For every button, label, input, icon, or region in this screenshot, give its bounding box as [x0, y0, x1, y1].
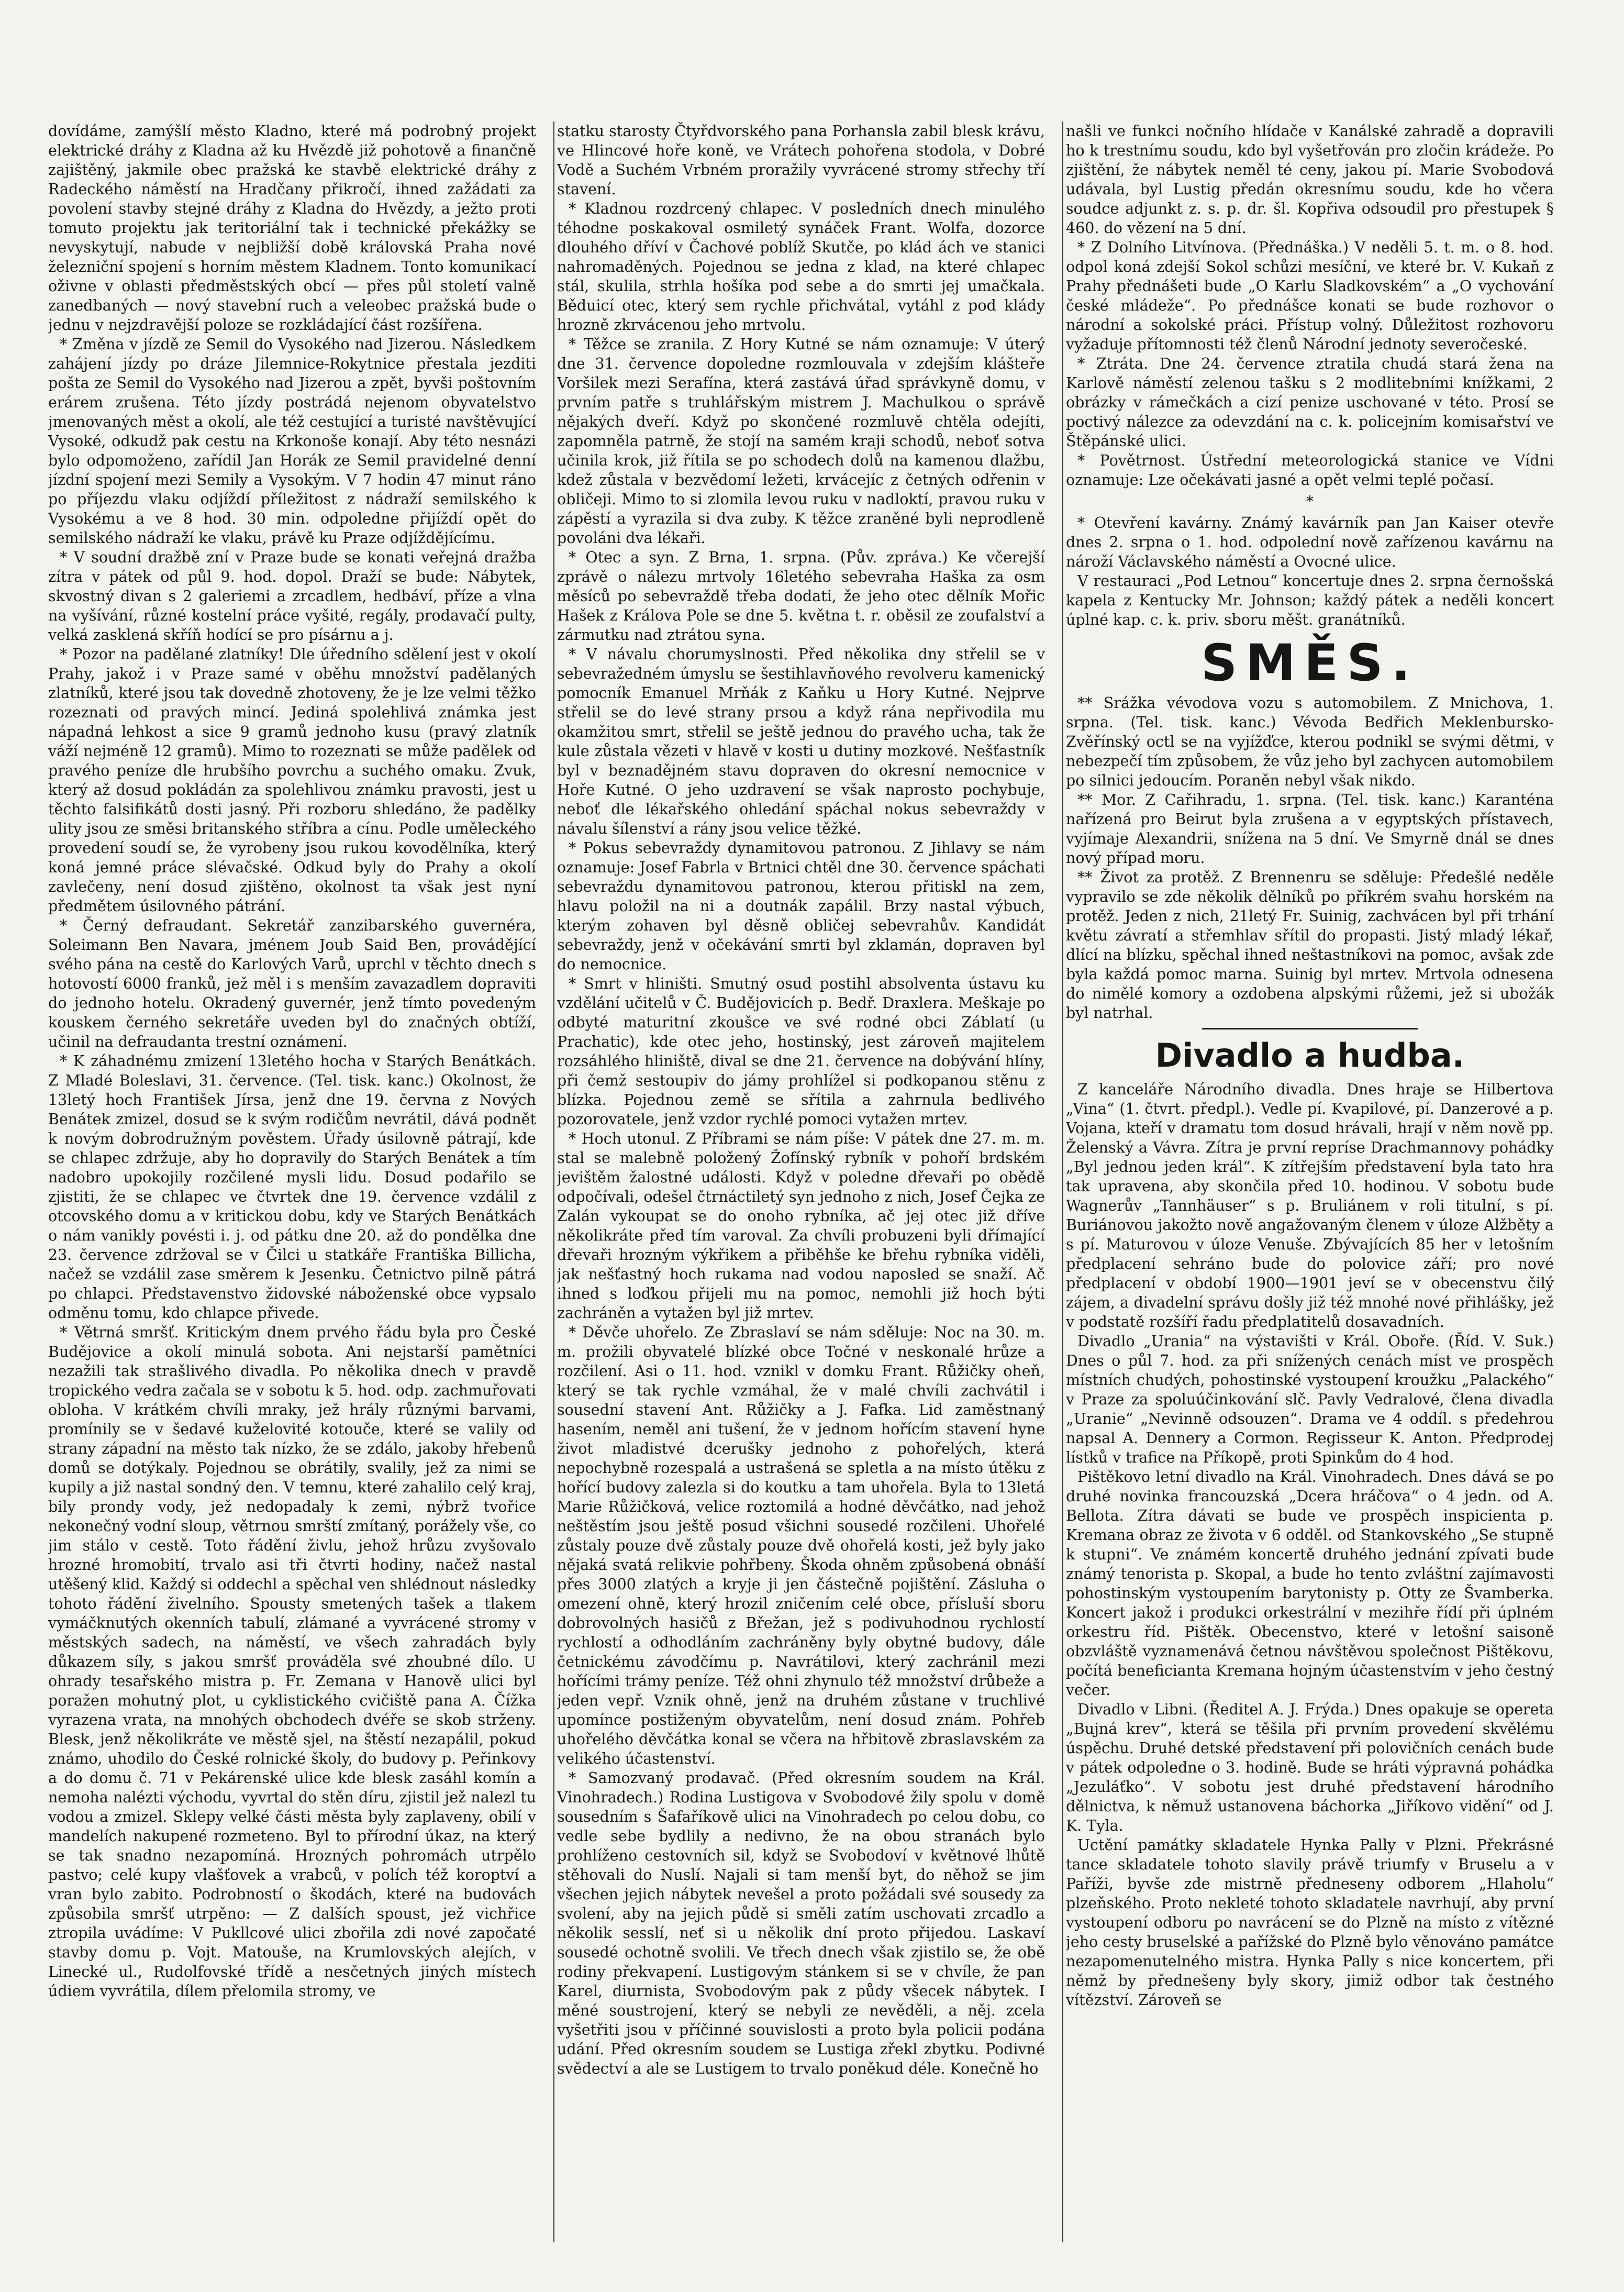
article-counterfeit-coins: * Pozor na padělané zlatníky! Dle úředního sdělení jest v okolí Prahy, jakož i v Praze samé v oběhu množství padělaných zlatníků, které jsou tak dovedně zhotoveny, že je lze velmi těžko rozeznati od pravých mincí. Jediná spolehlivá známka jest nápadná lehkost a sice 9 gramů jednoho kusu (pravý zlatník váží nejméně 12 gramů). Mimo to rozeznati se může padělek od pravého peníze dle hrubšího povrchu a suchého omaku. Zvuk, který až dosud pokládán za spolehlivou známku pravosti, jest u těchto falsifikátů dosti jasný. Při rozboru shledáno, že padělky ulity jsou ze směsi britanského stříbra a cínu. Podle uměleckého provedení soudí se, že vyrobeny jsou rukou kovodělníka, který koná jemné práce slévačské. Odkud byly do Prahy a okolí zavlečeny, není dosud zjištěno, okolnost ta však jest nyní předmětem úsilovného pátrání. — [48, 646, 536, 915]
article-boy-drowned: * Hoch utonul. Z Příbrami se nám píše: V pátek dne 27. m. m. stal se malebně položený Žofínský rybník v pohoří brdském jevištěm žalostné události. Když v poledne dřevaři po obědě odpočívali, odešel čtrnáctiletý syn jednoho z nich, Josef Čejka ze Zalán vykoupat se do onoho rybníka, ač jej otec již dříve několikráte před tím varoval. Za chvíli probuzeni byli dřímající dřevaři hrozným výkřikem a přiběhše ke břehu rybníka viděli, jak nešťastný hoch rukama nad vodou naposled se snaží. Ač ihned s loďkou přijeli mu na pomoc, nemohli již hoch býti zachráněn a vytažen byl již mrtev. — [557, 1130, 1045, 1322]
section-divider: * — [1306, 493, 1314, 510]
article-weather: * Povětrnost. Ústřední meteorologická stanice ve Vídni oznamuje: Lze očekávati jasné a opět velmi teplé počasí. — [1066, 452, 1554, 489]
article-severe-injury: * Těžce se zranila. Z Hory Kutné se nám oznamuje: V úterý dne 31. července dopoledne rozmlouvala v zdejším klášteře Voršilek mezi Serafína, která zastává úřad správkyně domu, v prvním patře s truhlářským mistrem J. Machulkou o správě nějakých dveří. Když po skončené rozmluvě chtěla odejíti, zapomněla patrně, že stojí na samém kraji schodů, neboť sotva učinila krok, již řítila se po schodech dolů na kamenou dlažbu, kdež zůstala v bezvědomí ležeti, krvácejíc z četných odřenin v obličeji. Mimo to si zlomila levou ruku v nadloktí, pravou ruku v zápěstí a vyrazila si dva zuby. K těžce zraněné byli neprodleně povoláni dva lékaři. — [557, 336, 1045, 547]
section-rule — [1202, 1028, 1418, 1029]
article-storm-continued: statku starosty Čtyřdvorského pana Porhansla zabil blesk krávu, ve Hlincové hoře koně, ve Vrátech pohořena stodola, v Dobré Vodě a Suchém Vrbném proražily vyvrácené stromy střechy tří stavení. — [557, 123, 1045, 198]
article-restaurant-letna: V restauraci „Pod Letnou“ koncertuje dnes 2. srpna černošská kapela z Kentucky Mr. Johnson; každý pátek a neděli koncert úplné kap. c. k. priv. sboru měšt. granátníků. — [1066, 572, 1554, 628]
article-insanity: * V návalu chorumyslnosti. Před několika dny střelil se v sebevražedném úmyslu se šestihlavňového revolveru kamenický pomocník Emanuel Mrňák z Kaňku u Hory Kutné. Nejprve střelil se do levé strany prsou a když rána nepřivodila mu okamžitou smrt, střelil se ještě jednou do pravého ucha, tak že kule zůstala vězeti v hlavě v kosti u dutiny mozkové. Nešťastník byl v beznadějném stavu dopraven do okresní nemocnice v Hoře Kutné. O jeho uzdravení se však naprosto pochybuje, neboť dle lékařského ohledání spáchal nokus sebevraždy v návalu šílenství a rány jsou velice těžké. — [557, 646, 1045, 837]
article-auction-prague: * V soudní dražbě zní v Praze bude se konati veřejná dražba zítra v pátek od půl 9. hod. dopol. Draží se bude: Nábytek, skvostný divan s 2 galeriemi a zrcadlem, hedbáví, příze a vlna na vyšívání, různé kostelní práce vyšité, regály, prodavačí pulty, velká zasklená skříň hodící se pro písárnu a j. — [48, 549, 536, 644]
article-black-embezzler: * Černý defraudant. Sekretář zanzibarského guvernéra, Soleimann Ben Navara, jménem Joub Said Ben, provádějící svého pána na cestě do Karlových Varů, uprchl v těchto dnech s hotovostí 6000 franků, jež měl i s menším zavazadlem dopraviti do jednoho hotelu. Okradený guvernér, jenž tímto povedeným kouskem černého sekretáře uveden byl do značných obtíží, učinil na defraudanta trestní oznámení. — [48, 917, 536, 1050]
article-hynek-palla: Uctění památky skladatele Hynka Pally v Plzni. Překrásné tance skladatele tohoto slavily právě triumfy v Bruselu a v Paříži, byvše zde mistrně předneseny odborem „Hlaholu“ plzeňského. Proto nekleté tohoto skladatele navrhují, aby první vystoupení odboru po navrácení se do Plzně na místo z vítězné jeho cesty bruselské a pařížské do Plzně bylo věnováno památce nezapomenutelného mistra. Hynka Pally s nice koncertem, při němž by přednešeny byly skory, jimiž odbor tak čestného vítězství. Zároveň se — [1066, 1836, 1554, 2009]
article-self-styled-seller: * Samozvaný prodavač. (Před okresním soudem na Král. Vinohradech.) Rodina Lustigova v Svobodové žily spolu v domě sousedním s Šafaříkově ulici na Vinohradech po celou dobu, co vedle sebe bydlily a nedivno, že na obou stranách bylo prohlíženo cestovních sil, když se Svobodoví v květnové lhůtě stěhovali do Nuslí. Najali si tam menší byt, do něhož se jim všechen jejich nábytek nevešel a proto požádali své sousedy za svolení, aby na jejich půdě si směli zatím uschovati zrcadlo a několik sesslí, neť si u několik dní proto přijedou. Laskaví sousedé ochotně svolili. Ve třech dnech však zjistilo se, že obě rodiny překvapení. Lustigovým stánkem si se v chvíle, že pan Karel, diurnista, Svobodovým pak z půdy všecek nábytek. I měné soustrojení, který se nebyli ze nevěděli, a něj. zcela vyšetřiti jsou v příčinné souvislosti a proto byla policii podána udání. Před okresním soudem se Lustiga zřekl zbytku. Podivné svědectví a ale se Lustigem to trvalo poněkud déle. Konečně ho — [557, 1769, 1045, 2077]
article-clay-pit-death: * Smrt v hliništi. Smutný osud postihl absolventa ústavu ku vzdělání učitelů v Č. Budějovicích p. Bedř. Draxlera. Meškaje po odbyté maturitní zkoušce ve své rodné obci Záblatí (u Prachatic), kde otec jeho, hostinský, jest zároveň majitelem rozsáhlého hliniště, dival se dne 21. července na dobývání hlíny, při čemž sestoupiv do jámy prohlížel si podkopanou stěnu z blízka. Pojednou země se sřítila a zahrnula bedlivého pozorovatele, jenž vzdor rychlé pomoci vytažen mrtev. — [557, 975, 1045, 1128]
article-father-and-son: * Otec a syn. Z Brna, 1. srpna. (Pův. zpráva.) Ke včerejší zprávě o nálezu mrtvoly 16letého sebevraha Haška za osm měsíců po sebevraždě třeba dodati, že jeho otec dělník Mořic Hašek z Králova Pole se dne 5. května t. r. oběsil ze zoufalství a zármutku nad ztrátou syna. — [557, 549, 1045, 644]
article-cafe-opening: * Otevření kavárny. Známý kavárník pan Jan Kaiser otevře dnes 2. srpna o 1. hod. odpolední nově zařízenou kavárnu na nároží Václavského náměstí a Ovocné ulice. — [1066, 514, 1554, 570]
column-3 — [1066, 121, 1554, 2242]
text-columns — [48, 121, 1556, 2242]
article-plague: ** Mor. Z Cařihradu, 1. srpna. (Tel. tisk. kanc.) Karanténa nařízená pro Beirut byla zrušena a v egyptských přístavech, vyjímaje Alexandrii, snížena na 5 dní. Ve Smyrně dnál se dnes nový případ moru. — [1066, 791, 1554, 867]
article-lost-bag: * Ztráta. Dne 24. července ztratila chudá stará žena na Karlově náměstí zelenou tašku s 2 modlitebními knížkami, 2 obrázky v rámečkách a cizí penize uschované v této. Prosí se poctivý nálezce za odevzdání na c. k. policejním komisařství ve Štěpánské ulici. — [1066, 355, 1554, 450]
column-2 — [557, 121, 1045, 2242]
article-duke-car-accident: ** Srážka vévodova vozu s automobilem. Z Mnichova, 1. srpna. (Tel. tisk. kanc.) Vévoda Bedřich Meklenbursko-Zvěřínský octl se na vyjížďce, kterou podnikl se svými dětmi, v nebezpečí tím způsobem, že vůz jeho byl zachycen automobilem po silnici jedoucím. Poraněn nebyl však nikdo. — [1066, 694, 1554, 789]
article-pistek-theatre: Pištěkovo letní divadlo na Král. Vinohradech. Dnes dává se po druhé novinka francouzská „Dcera hráčova“ o 4 jedn. od A. Bellota. Zítra dávati se bude ve prospěch inspicienta p. Kremana obraz ze života v 6 odděl. od Stankovského „Se stupně k stupni“. Ve známém koncertě druhého jednání zpívati bude známý tenorista p. Skopal, a bude ho tento zvláštní zajímavosti pohostinským vystoupením barytonisty p. Otty ze Švamberka. Koncert jakož i produkci orkestrální v mezihře řídí při úplném orkestru říd. Pištěk. Obecenstvo, které v letošní saisoně obzvláště vyznamenává četnou návštěvou společnost Pištěkovu, počítá beneficianta Kremana hojným účastenstvím v jeho čestný večer. — [1066, 1468, 1554, 1699]
article-kladno-railway: dovídáme, zamýšlí město Kladno, které má podrobný projekt elektrické dráhy z Kladna až ku Hvězdě již pohotově a finančně zajištěný, jakmile obec pražská ke stavbě elektrické dráhy z Radeckého náměstí na Hradčany přikročí, ihned zažádati za povolení stavby stejné dráhy z Kladna do Hvězdy, a ježto proti tomuto projektu jak teritoriální tak i technické překážky se nevyskytují, nabude v nejbližší době královská Praha nové železniční spojení s horním městem Kladnem. Tonto komunikací oživne v oblasti předměstských obcí — přes půl století valně zanedbaných — nový stavební ruch a veleobec pražská bude o jednu v nejzdravější poloze se rozkládající část rozšířena. — [48, 123, 536, 334]
article-liben-theatre: Divadlo v Libni. (Ředitel A. J. Frýda.) Dnes opakuje se opereta „Bujná krev“, která se těšila při prvním provedení skvělému úspěchu. Druhé detské představení při polovičních cenách bude v pátek odpoledne o 3. hodině. Bude se hráti výpravná pohádka „Jezuláťko“. V sobotu jest druhé představení hárodního dělnictva, k němuž ustanovena báchorka „Jiříkovo vidění“ od J. K. Tyla. — [1066, 1701, 1554, 1834]
column-1 — [48, 121, 536, 2242]
article-seller-continued: našli ve funkci nočního hlídače v Kanálské zahradě a dopravili ho k trestnímu soudu, kdo byl vyšetřován pro zločin krádeže. Po zjištění, že nábytek neměl té ceny, jakou pí. Marie Svobodová udávala, byl Lustig předán okresnímu soudu, kde ho včera soudce adjunkt z. s. p. dr. šl. Kopřiva odsoudil pro přestupek § 460. do vězení na 5 dní. — [1066, 123, 1554, 237]
article-semily-vysoke: * Změna v jízdě ze Semil do Vysokého nad Jizerou. Následkem zahájení jízdy po dráze Jilemnice-Rokytnice přestala jezditi pošta ze Semil do Vysokého nad Jizerou a zpět, byvši poštovním erárem zrušena. Této jízdy postrádá nejenom obyvatelstvo jmenovaných měst a okolí, ale též cestující a turisté navštěvující Vysoké, odkudž pak cestu na Krkonoše konají. Aby této nesnázi bylo odpomoženo, zařídil Jan Horák ze Semil pravidelné denní jízdní spojení mezi Semily a Vysokým. V 7 hodin 47 minut ráno po příjezdu vlaku odjíždí příležitost z nádraží semilského k Vysokému a ve 8 hod. 30 min. odpoledne přijíždí opět do semilského nádraží ke vlaku, právě ku Praze odjíždějícímu. — [48, 336, 536, 547]
article-windstorm: * Větrná smršť. Kritickým dnem prvého řádu byla pro České Budějovice a okolí minulá sobota. Ani nejstarší pamětníci nezažili tak strašlivého divadla. Po několika dnech v pravdě tropického vedra začala se v sobotu k 5. hod. odp. zachmuřovati obloha. V krátkém chvíli mraky, jež hrály různými barvami, promínily se v šedavé kuželovité kotouče, které se valily od strany západní na město tak nízko, že se zdálo, jakoby hřebenů domů se dotýkaly. Pojednou se obrátily, svalily, jež za nimi se kupily a již nastal sondný den. V temnu, které zahalilo celý kraj, bily prondy vody, jež nedopadaly k zemi, nýbrž tvořice nekonečný vodní sloup, větrnou smrští zmítaný, porážely vše, co jim stálo v cestě. Toto řádění živlu, jehož hrůzu zvyšovalo hrozné hromobití, trvalo asi tři čtvrti hodiny, načež nastal utěšený klid. Každý si oddechl a spěchal ven shlédnout následky tohoto řádění živelního. Spousty smetených tašek a tlakem vymáčknutých okenních tabulí, zlámané a vyvrácené stromy v městských sadech, na náměstí, ve všech zahradách byly důkazem síly, s jakou smršť prováděla své zhoubné dílo. U ohrady tesařského mistra p. Fr. Zemana v Hanově ulici byl poražen mohutný plot, u cyklistického cvičiště pana A. Čížka vyrazena vrata, na mnohých obchodech dvéře se skob strženy. Blesk, jenž několikráte ve městě sjel, na štěstí nezapálil, pokud známo, uhodilo do České rolnické školy, do budovy p. Peřinkovy a do domu č. 71 v Pekárenské ulice kde blesk zasáhl komín a nemoha nalézti východu, vyvrtal do stěn díru, zjistil jež nalezl tu vodou a zmizel. Sklepy velké části města byly zaplaveny, obilí v mandelích nakupené rozmeteno. Byl to přírodní úkaz, na který se tak snadno nezapomíná. Hrozných pohromách utrpělo pastvo; celé kupy vlašťovek a vrabců, v polích též koroptví a vran bylo zabito. Podrobností o škodách, které na budovách způsobila smršť utrpěno: — Z dalších spoust, jež vichřice ztropila uvádíme: V Pukllcové ulici zbořila zdi nové započaté stavby domu p. Vojt. Matouše, na Krumlovských alejích, v Linecké ul., Rudolfovské třídě a nesčetných jiných místech údiem vyvrátila, dílem přelomila stromy, ve — [48, 1324, 536, 2000]
article-urania-theatre: Divadlo „Urania“ na výstavišti v Král. Oboře. (Říd. V. Suk.) Dnes o půl 7. hod. za při snížených cenách míst ve prospěch místních chudých, pohostinské vystoupení kroužku „Palackého“ v Praze za spoluúčinkování slč. Pavly Vedralové, člena divadla „Uranie“ „Nevinně odsouzen“. Drama ve 4 oddíl. s předehrou napsal A. Dennery a Cormon. Regisseur K. Anton. Předprodej lístků v trafice na Příkopě, proti Spinkům do 4 hod. — [1066, 1333, 1554, 1466]
section-heading-theatre: Divadlo a hudba. — [1155, 1036, 1465, 1075]
article-national-theatre: Z kanceláře Národního divadla. Dnes hraje se Hilbertova „Vina“ (1. čtvrt. předpl.). Vedle pí. Kvapilové, pí. Danzerové a p. Vojana, kteří v dramatu tom dosud hrávali, hrají v něm nově pp. Želenský a Vávra. Zítra je první repríse Drachmannovy pohádky „Byl jednou jeden král“. K zítřejším představení byla tato hra tak upravena, aby skončila před 10. hodinou. V sobotu bude Wagnerův „Tannhäuser“ s p. Bruliánem v roli titulní, s pí. Buriánovou jakožto nově angažovaným členem v úloze Alžběty a s pí. Maturovou v úloze Venuše. Zbývajících 85 her v letošním předplacení sehráno bude do polovice září; pro nové předplacení v období 1900—1901 jeví se v obecenstvu čilý zájem, a divadelní správu došly již též mnohé nové přihlášky, jež v podstatě rozšíří řadu předplatitelů dosavadních. — [1066, 1081, 1554, 1331]
article-edelweiss: ** Život za protěž. Z Brennenru se sděluje: Předešlé neděle vypravilo se zde několik dělníků po příkrém svahu horském na protěž. Jeden z nich, 21letý Fr. Suinig, zachvácen byl při trhání květu závratí a střemhlav sřítil do propasti. Jistý mladý lékař, dlící na blízku, spěchal ihned neštastníkovi na pomoc, avšak zde byla každá pomoc marna. Suinig byl mrtev. Mrtvola odnesena do nimělé komory a ozdobena alpskými růžemi, jež si ubožák byl natrhal. — [1066, 869, 1554, 1022]
article-crushed-boy: * Kladnou rozdrcený chlapec. V posledních dnech minulého téhodne poskakoval osmiletý synáček Frant. Wolfa, dozorce dlouhého dříví v Čachové poblíž Skutče, po klád ách ve stanici nahromaděných. Pojednou se jedna z klad, na které chlapec stál, skulila, strhla hošíka pod sebe a do smrti jej umačkala. Běduicí otec, který sem rychle přichvátal, vytáhl z pod klády hrozně zkrvácenou jeho mrtvolu. — [557, 200, 1045, 334]
article-girl-burned: * Děvče uhořelo. Ze Zbraslaví se nám sděluje: Noc na 30. m. m. prožili obyvatelé blízké obce Točné v neskonalé hrůze a rozčilení. Asi o 11. hod. vznikl v domku Frant. Růžičky oheň, který se tak rychle vzmáhal, že v malé chvíli zachvátil i sousední stavení Ant. Růžičky a J. Fafka. Lid zaměstnaný hasením, neměl ani tušení, že v jednom hořícím stavení hyne život mladistvé dcerušky jednoho z pohořelých, která nepochybně rozespalá a ustrašená se spletla a na místo útěku z hořící budovy zalezla si do koutku a tam uhořela. Byla to 13letá Marie Růžičková, velice roztomilá a hodné děvčátko, nad jehož neštěstím jsou ještě posud všichni sousedé rozčileni. Uhořelé zůstaly pouze dvě zůstaly pouze dvě ohořelá kosti, jež byly jako nějaká svatá relikvie pohřbeny. Škoda ohněm způsobená obnáší přes 3000 zlatých a kryje ji jen částečně pojištění. Zásluha o omezení ohně, který hrozil zničením celé obce, přísluší sboru dobrovolných hasičů z Břežan, jež s podivuhodnou rychlostí rychlostí a odhodláním zachráněny byly obytné budovy, dále četnickému závodčímu p. Navrátilovi, který zachránil mezi hořícími trámy peníze. Též ohni zhynulo též množství drůbeže a jeden vepř. Vznik ohně, jenž na druhém zůstane v truchlivé upomínce postiženým obyvatelům, není dosud znám. Pohřeb uhořelého děvčátka konal se včera na hřbitově zbraslavském za velikého účastenství. — [557, 1324, 1045, 1767]
article-dynamite-suicide: * Pokus sebevraždy dynamitovou patronou. Z Jihlavy se nám oznamuje: Josef Fabrla v Brtnici chtěl dne 30. července spáchati sebevraždu dynamitovou patronou, kterou přitiskl na zem, hlavu položil na ni a doutnák zapálil. Brzy nastal výbuch, kterým zohaven byl děsně obličej sebevrahův. Kandidát sebevraždy, jenž v očekávání smrti byl zklamán, dopraven byl do nemocnice. — [557, 839, 1045, 973]
article-missing-boy: * K záhadnému zmizení 13letého hocha v Starých Benátkách. Z Mladé Boleslavi, 31. července. (Tel. tisk. kanc.) Okolnost, že 13letý hoch František Jírsa, jenž dne 19. června z Nových Benátek zmizel, dosud se k svým rodičům nevrátil, dává podnět k novým dobrodružným pověstem. Úřady úsilovně pátrají, kde se chlapec zdržuje, aby ho dopravily do Starých Benátek a tím nadobro upokojily rozčilené mysli lidu. Dosud podařilo se zjistiti, že se chlapec ve čtvrtek dne 19. července vzdálil z otcovského domu a v kritickou dobu, kdy ve Starých Benátkách o nám vanikly povésti i. j. od pátku dne 20. až do pondělka dne 23. července zdržoval se v Čilci u statkáře Františka Billicha, načež se vzdálil zase směrem k Jesenku. Četnictvo pilně pátrá po chlapci. Představenstvo židovské náboženské obce vypsalo odměnu tomu, kdo chlapce přivede. — [48, 1053, 536, 1322]
article-dolni-litvinov: * Z Dolního Litvínova. (Přednáška.) V neděli 5. t. m. o 8. hod. odpol koná zdejší Sokol schůzi mesíční, ve které br. V. Kukaň z Prahy přednášeti bude „O Karlu Sladkovském“ a „O vychování české mládeže“. Po přednášce konati se bude rozhovor o národní a sokolské práci. Přístup volný. Důležitost rozhovoru vyžaduje přítomnosti též členů Národní jednoty severočeské. — [1066, 239, 1554, 353]
section-heading-smes: SMĚS. — [1201, 634, 1419, 692]
